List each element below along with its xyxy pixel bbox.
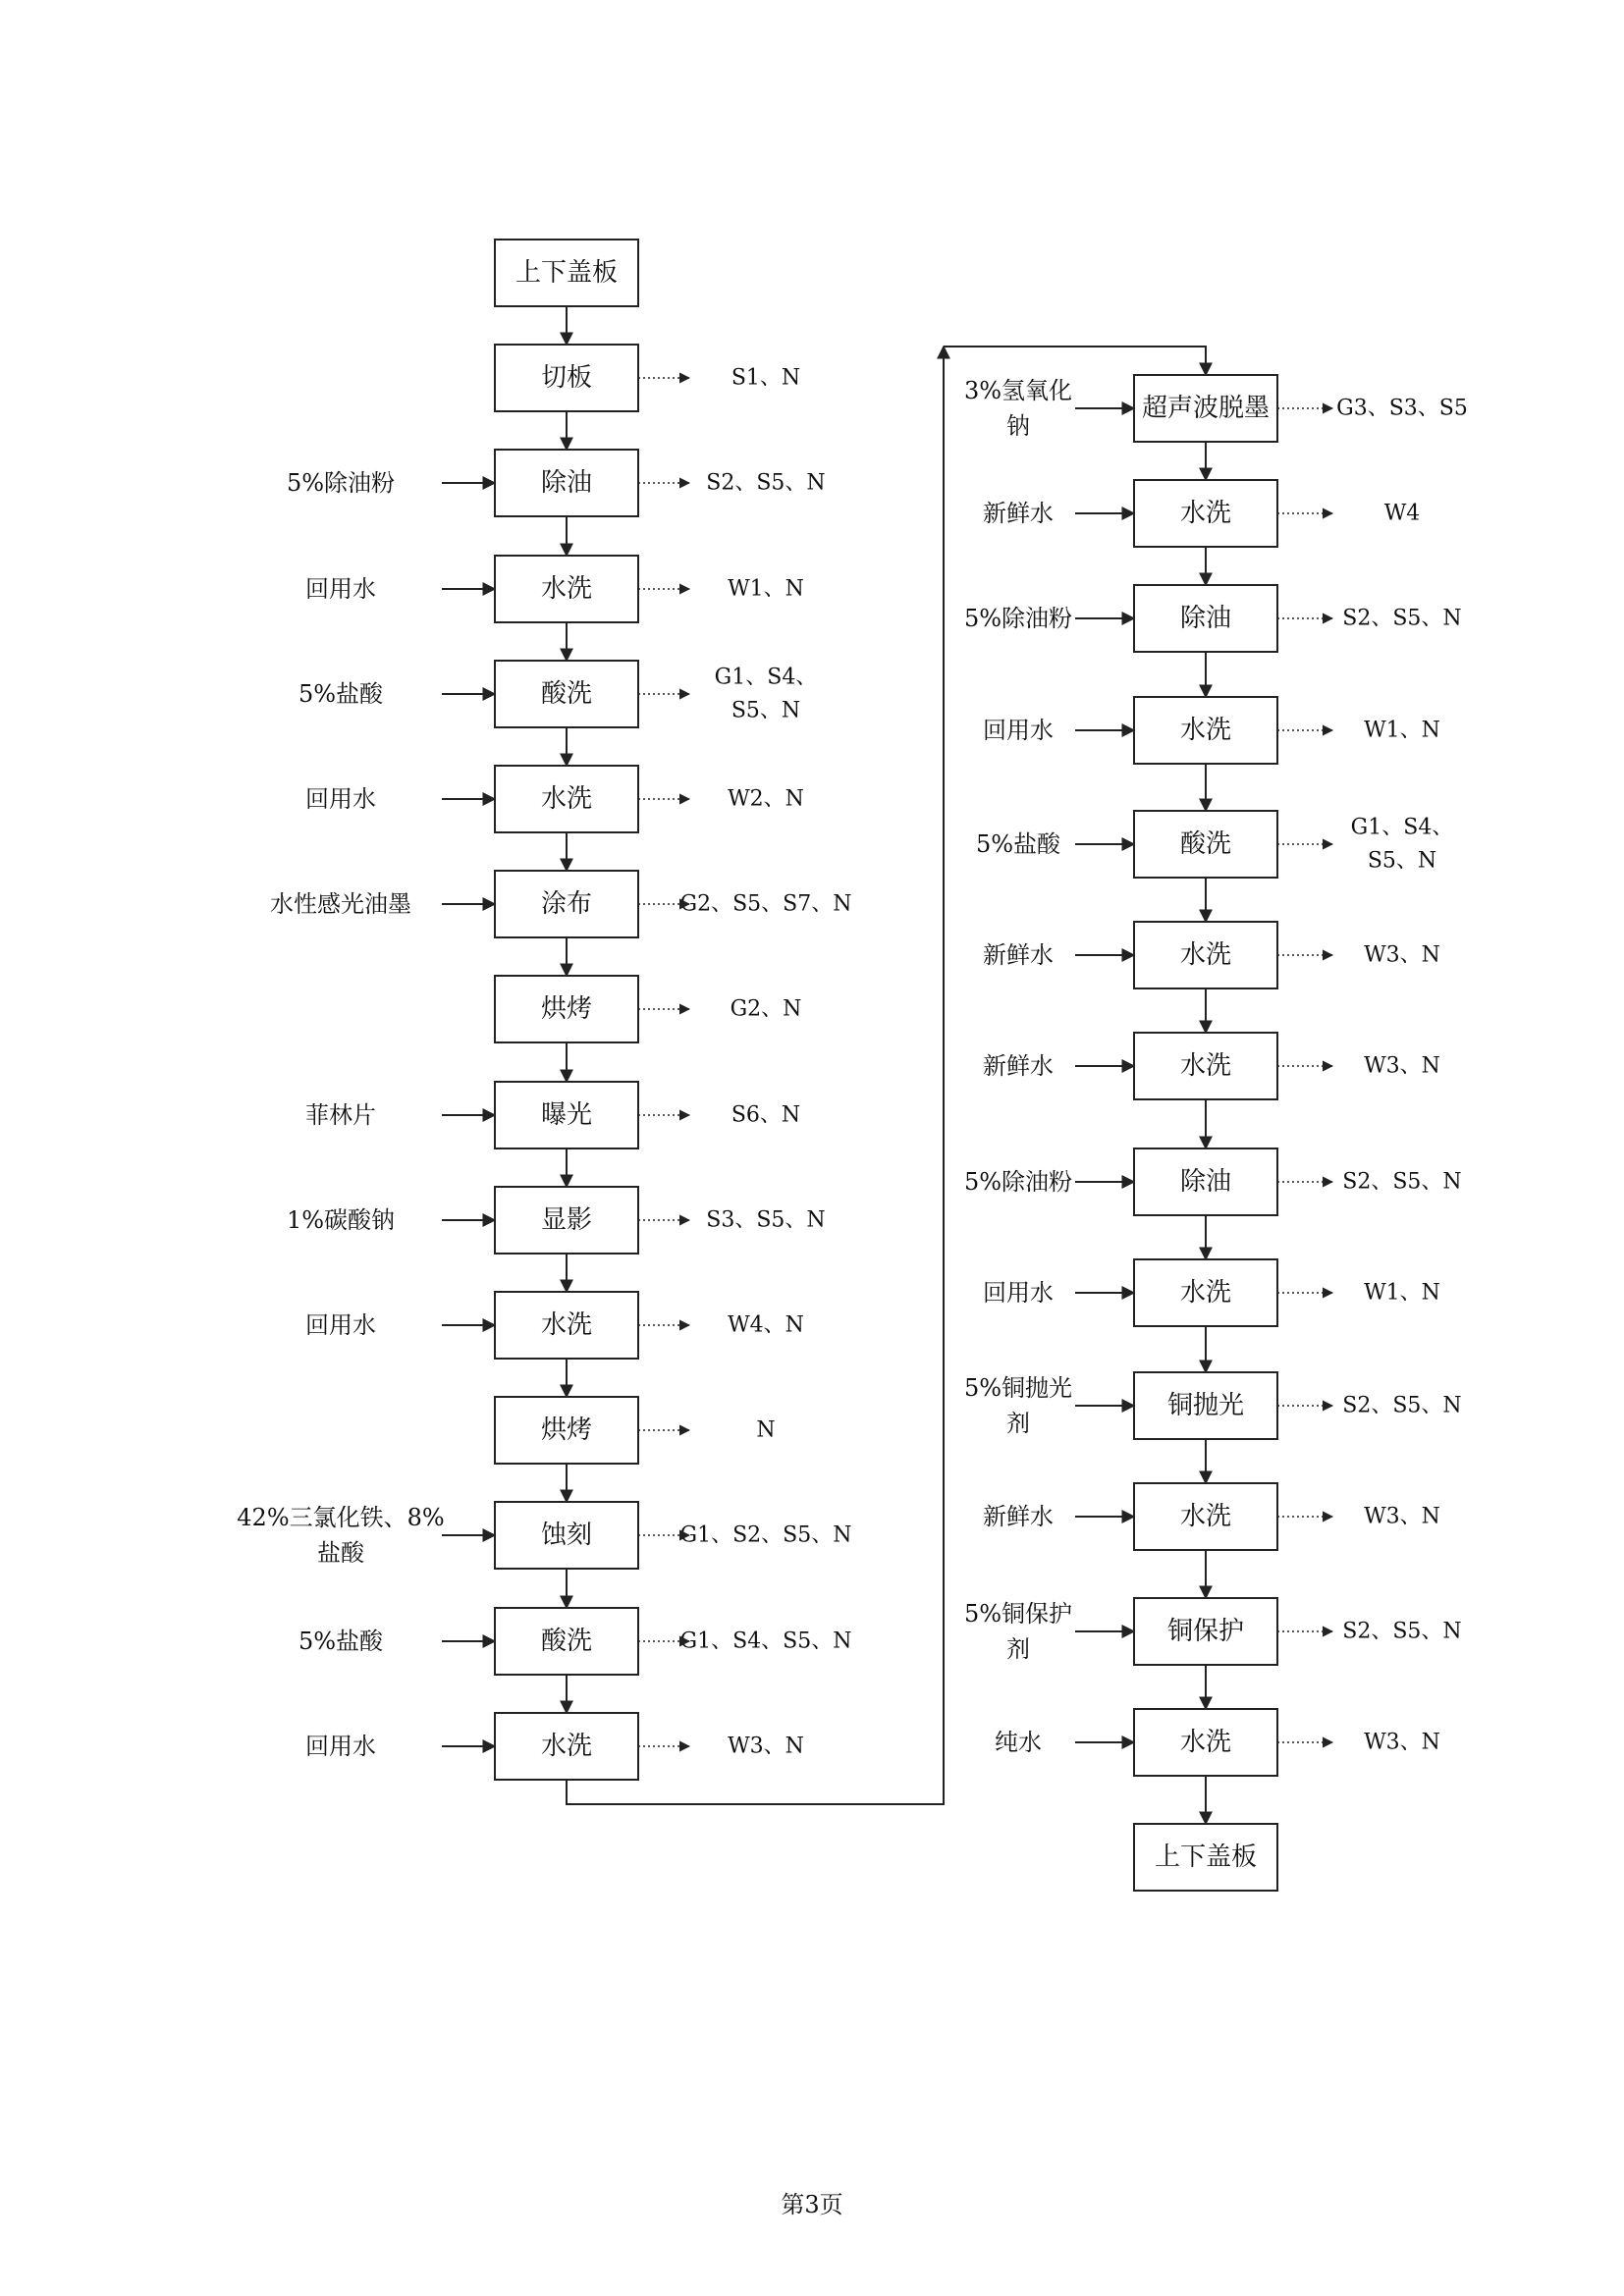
process-step-label: 水洗 <box>1179 1502 1232 1531</box>
process-step-label: 切板 <box>540 363 593 393</box>
right-step-12 <box>1134 1598 1277 1665</box>
process-step-label: 曝光 <box>540 1100 593 1130</box>
left-step-4 <box>495 556 638 622</box>
flow-connectors <box>567 347 1206 1804</box>
left-step-12 <box>495 1397 638 1464</box>
output-emission-label: W1、N <box>1364 718 1440 743</box>
process-step-label: 水洗 <box>1179 1728 1232 1757</box>
output-emission-label: G3、S3、S5 <box>1336 396 1468 421</box>
process-step-label: 水洗 <box>540 1732 593 1761</box>
right-step-3 <box>1134 585 1277 652</box>
process-step-label: 酸洗 <box>540 1627 593 1656</box>
process-step-label: 水洗 <box>540 574 593 604</box>
output-emission-label: W2、N <box>728 786 804 812</box>
right-step-4 <box>1134 697 1277 764</box>
input-material-label: 新鲜水 <box>983 1052 1054 1080</box>
output-emission-label: W3、N <box>1364 1730 1440 1755</box>
output-emission-label: G1、S4、S5、N <box>679 1629 852 1654</box>
input-material-label: 回用水 <box>305 785 376 813</box>
right-step-6 <box>1134 922 1277 988</box>
process-step-label: 蚀刻 <box>540 1521 593 1550</box>
process-step-label: 除油 <box>1179 1167 1232 1197</box>
output-emission-label: S2、S5、N <box>1342 1169 1462 1195</box>
process-step-label: 上下盖板 <box>514 258 619 288</box>
process-step-label: 水洗 <box>1179 1051 1232 1081</box>
output-emission-label: W1、N <box>728 576 804 602</box>
input-material-label: 3%氢氧化 <box>963 377 1073 404</box>
input-material-label: 新鲜水 <box>983 500 1054 527</box>
output-emission-label: N <box>756 1417 776 1443</box>
output-emission-label: S6、N <box>731 1102 801 1128</box>
right-step-11 <box>1134 1483 1277 1550</box>
output-emission-label: S5、N <box>731 698 801 723</box>
right-process-column <box>964 375 1468 1891</box>
output-emission-label: S2、S5、N <box>706 470 826 496</box>
output-emission-label: S2、S5、N <box>1342 1393 1462 1418</box>
output-emission-label: W3、N <box>1364 1504 1440 1529</box>
left-step-15 <box>495 1713 638 1780</box>
process-step-label: 铜抛光 <box>1166 1391 1245 1420</box>
process-step-label: 超声波脱墨 <box>1141 394 1271 423</box>
input-material-label: 5%盐酸 <box>298 680 384 708</box>
page-number: 第3页 <box>781 2191 843 2218</box>
right-step-7 <box>1134 1033 1277 1099</box>
input-material-label: 5%盐酸 <box>975 830 1061 858</box>
input-material-label: 新鲜水 <box>983 1503 1054 1530</box>
left-step-5 <box>495 661 638 727</box>
output-emission-label: W1、N <box>1364 1280 1440 1306</box>
output-emission-label: G1、S2、S5、N <box>679 1522 852 1548</box>
process-step-label: 除油 <box>540 468 593 498</box>
left-step-11 <box>495 1292 638 1359</box>
output-emission-label: W4 <box>1383 501 1421 526</box>
input-material-label: 回用水 <box>305 575 376 603</box>
left-step-10 <box>495 1187 638 1254</box>
input-material-label: 5%铜保护 <box>963 1600 1073 1628</box>
left-step-8 <box>495 976 638 1042</box>
output-emission-label: G2、N <box>730 996 802 1022</box>
right-step-2 <box>1134 480 1277 547</box>
input-material-label: 钠 <box>1006 412 1030 440</box>
input-material-label: 纯水 <box>995 1729 1042 1756</box>
input-material-label: 新鲜水 <box>983 941 1054 969</box>
process-step-label: 水洗 <box>540 784 593 814</box>
left-step-3 <box>495 450 638 516</box>
process-step-label: 除油 <box>1179 604 1232 633</box>
right-step-9 <box>1134 1259 1277 1326</box>
input-material-label: 剂 <box>1006 1635 1030 1663</box>
process-step-label: 烘烤 <box>540 994 593 1024</box>
output-emission-label: S2、S5、N <box>1342 1619 1462 1644</box>
process-step-label: 水洗 <box>540 1310 593 1340</box>
input-material-label: 剂 <box>1006 1410 1030 1437</box>
output-emission-label: S3、S5、N <box>706 1207 826 1233</box>
output-emission-label: G1、S4、 <box>714 665 818 690</box>
process-step-label: 铜保护 <box>1166 1617 1245 1646</box>
left-step-9 <box>495 1082 638 1148</box>
output-emission-label: S5、N <box>1367 848 1437 874</box>
input-material-label: 5%铜抛光 <box>963 1374 1073 1402</box>
left-step-13 <box>495 1502 638 1569</box>
output-emission-label: W4、N <box>728 1312 804 1338</box>
left-step-1 <box>495 240 638 306</box>
output-emission-label: S1、N <box>731 365 801 391</box>
input-material-label: 42%三氯化铁、8% <box>237 1504 445 1531</box>
input-material-label: 1%碳酸钠 <box>286 1206 396 1234</box>
input-material-label: 回用水 <box>983 1279 1054 1307</box>
process-step-label: 烘烤 <box>540 1415 593 1445</box>
right-step-13 <box>1134 1709 1277 1776</box>
input-material-label: 菲林片 <box>305 1101 376 1129</box>
left-step-2 <box>495 345 638 411</box>
input-material-label: 5%除油粉 <box>963 1168 1073 1196</box>
output-emission-label: W3、N <box>728 1734 804 1759</box>
input-material-label: 水性感光油墨 <box>270 890 411 918</box>
input-material-label: 5%除油粉 <box>963 605 1073 632</box>
column-transfer-connector-top <box>944 347 1206 375</box>
left-process-column <box>237 240 851 1780</box>
right-step-10 <box>1134 1372 1277 1439</box>
left-step-7 <box>495 871 638 937</box>
input-material-label: 回用水 <box>983 717 1054 744</box>
input-material-label: 5%盐酸 <box>298 1628 384 1655</box>
right-step-1 <box>1134 375 1277 442</box>
output-emission-label: S2、S5、N <box>1342 606 1462 631</box>
input-material-label: 盐酸 <box>317 1539 364 1567</box>
input-material-label: 回用水 <box>305 1311 376 1339</box>
input-material-label: 5%除油粉 <box>286 469 396 497</box>
right-step-5 <box>1134 811 1277 878</box>
output-emission-label: W3、N <box>1364 942 1440 968</box>
output-emission-label: G1、S4、 <box>1350 815 1454 840</box>
process-step-label: 水洗 <box>1179 499 1232 528</box>
output-emission-label: W3、N <box>1364 1053 1440 1079</box>
right-step-14 <box>1134 1824 1277 1891</box>
process-step-label: 酸洗 <box>1179 829 1232 859</box>
process-step-label: 水洗 <box>1179 716 1232 745</box>
process-step-label: 上下盖板 <box>1154 1842 1258 1872</box>
process-step-label: 涂布 <box>540 889 593 919</box>
process-step-label: 显影 <box>540 1205 593 1235</box>
left-step-6 <box>495 766 638 832</box>
input-material-label: 回用水 <box>305 1733 376 1760</box>
right-step-8 <box>1134 1148 1277 1215</box>
process-step-label: 水洗 <box>1179 1278 1232 1308</box>
process-step-label: 酸洗 <box>540 679 593 709</box>
process-step-label: 水洗 <box>1179 940 1232 970</box>
output-emission-label: G2、S5、S7、N <box>679 891 852 917</box>
left-step-14 <box>495 1608 638 1675</box>
